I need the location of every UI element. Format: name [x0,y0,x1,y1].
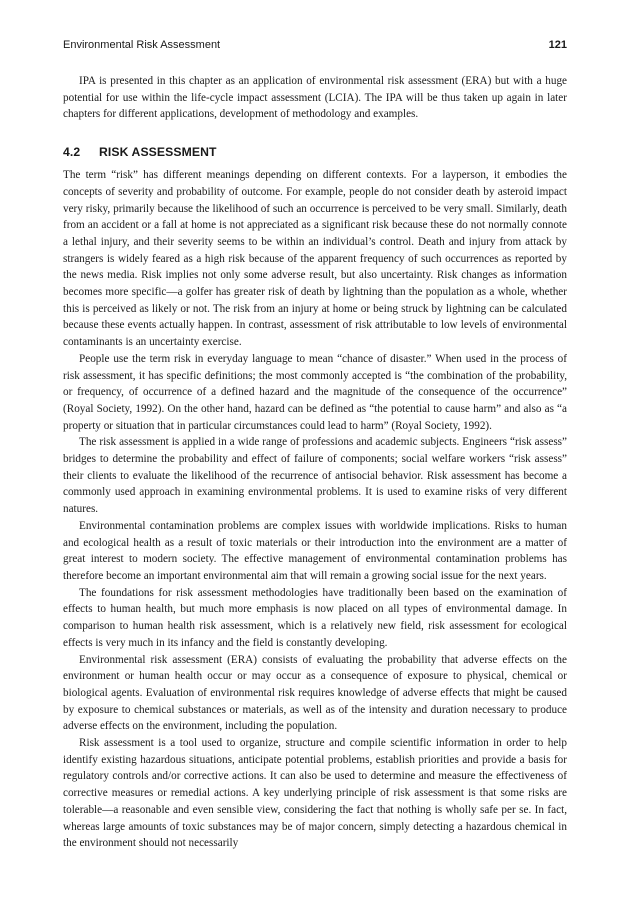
body-paragraph: Environmental risk assessment (ERA) consists of evaluating the probability that adverse effects on the environment or human health occur or may occur as a consequence of exposure to physical, chemical or biological agents. Evaluation of environmental risk requires knowledge of adverse effects that might be caused by exposure to chemical substances or materials, as well as of the intensity and duration necessary to produce adverse effects on the environment, including the population. [63,653,567,733]
body-paragraph: Environmental contamination problems are complex issues with worldwide implications. Risks to human and ecological health as a result of toxic materials or their introduction into the environment are a matter of great interest to modern society. The effective management of environmental contamination problems has therefore become an important environmental aim that will remain a growing social issue for the next years. [63,519,567,582]
page-number: 121 [548,39,567,51]
running-title: Environmental Risk Assessment [63,39,221,51]
body-paragraph: Risk assessment is a tool used to organize, structure and compile scientific information in order to help identify existing hazardous situations, anticipate potential problems, establish priorities and provide a basis for regulatory controls and/or corrective actions. It can also be used to determine and measure the effectiveness of corrective measures or remedial actions. A key underlying principle of risk assessment is that some risks are tolerable—a reasonable and even sensible view, considering the fact that nothing is wholly safe per se. In fact, whereas large amounts of toxic substances may be of major concern, simply detecting a hazardous chemical in the environment should not necessarily [63,737,567,850]
body-paragraph: The foundations for risk assessment methodologies have traditionally been based on the examination of effects to human health, but much more emphasis is now placed on all types of environmental damage. In comparison to human health risk assessment, which is a relatively new field, risk assessment for ecological effects is very much in its infancy and the field is constantly developing. [63,586,567,649]
section-heading [63,144,567,160]
body-paragraph: The risk assessment is applied in a wide range of professions and academic subjects. Engineers “risk assess” bridges to determine the probability and effect of failure of components; social welfare workers “risk assess” their clients to evaluate the likelihood of the recurrence of antisocial behavior. Risk assessment has become a commonly used approach in examining environmental problems. It is used to examine risks of very different natures. [63,436,567,516]
book-page [63,38,567,852]
body-paragraph: People use the term risk in everyday language to mean “chance of disaster.” When used in the process of risk assessment, it has specific definitions; the most commonly accepted is “the combination of the probability, or frequency, of occurrence of a defined hazard and the magnitude of the consequence of the occurrence” (Royal Society, 1992). On the other hand, hazard can be defined as “the potential to cause harm” and also as “a property or situation that in particular circumstances could lead to harm” (Royal Society, 1992). [63,352,567,432]
section-number: 4.2 [63,145,81,160]
section-title: RISK ASSESSMENT [99,145,217,160]
running-header [63,38,567,52]
body-paragraph: The term “risk” has different meanings depending on different contexts. For a layperson, it embodies the concepts of severity and probability of outcome. For example, people do not consider death by asteroid impact very risky, primarily because the likelihood of such an occurrence is perceived to be very small. Similarly, death from an accident or a fall at home is not appreciated as a significant risk because these do not normally connote a lethal injury, and their severity seems to be within an individual’s control. Death and injury from attack by strangers is widely feared as a high risk because of the apparent frequency of such occurrences as reported by the news media. Risk implies not only some adverse result, but also uncertainty. Risk changes as information becomes more specific—a golfer has greater risk of death by lightning than the population as a whole, whether this is perceived as likely or not. The risk from an injury at home or being struck by lightning can be calculated because these events actually happen. In contrast, assessment of risk attributable to low levels of environmental contaminants is an uncertainty exercise. [63,169,567,349]
intro-paragraph: IPA is presented in this chapter as an application of environmental risk assessment (ERA) but with a huge potential for use within the life-cycle impact assessment (LCIA). The IPA will be thus taken up again in later chapters for different applications, development of methodology and examples. [63,75,567,121]
